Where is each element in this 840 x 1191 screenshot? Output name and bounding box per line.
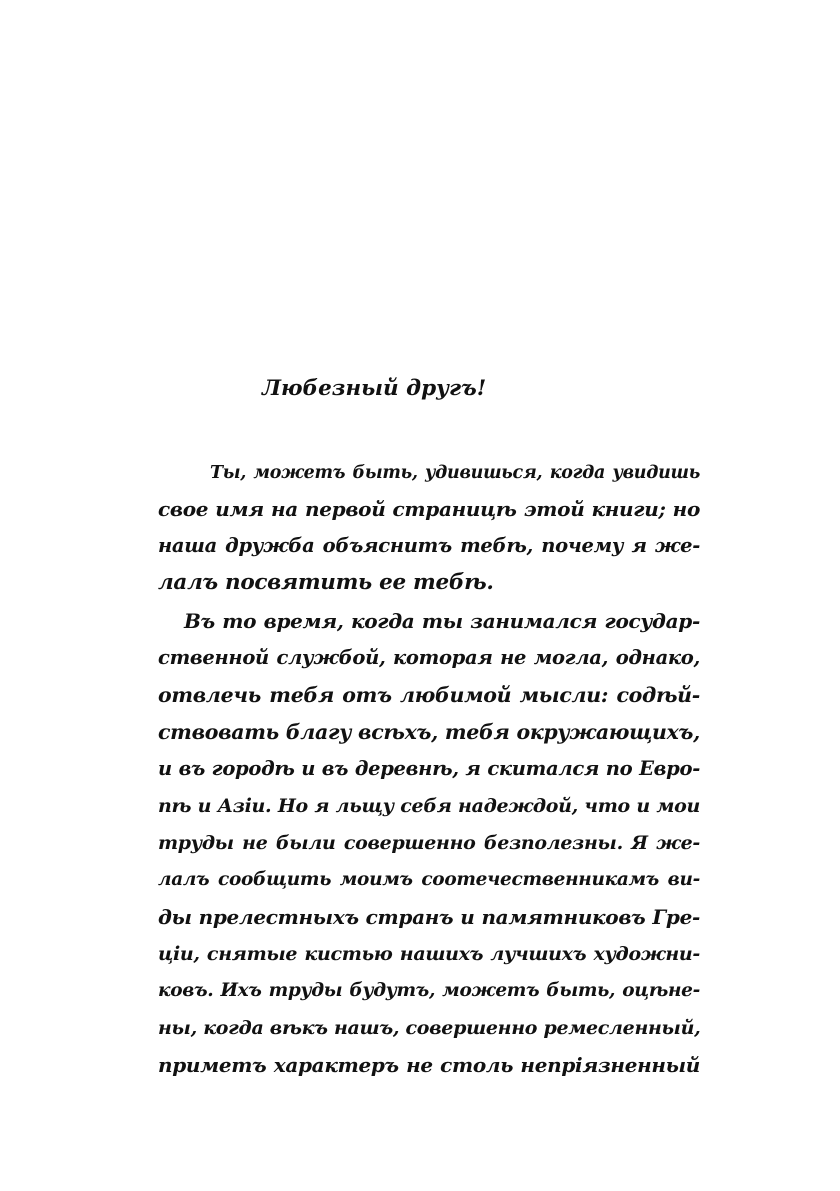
text-line: свое имя на первой страницѣ этой книги; но (158, 497, 700, 521)
text-line: Ты, можетъ быть, удивишься, когда увидишь (210, 463, 700, 483)
text-line: ковъ. Ихъ труды будутъ, можетъ быть, оцѣне- (158, 980, 700, 1001)
text-line: ствовать благу всѣхъ, тебя окружающихъ, (158, 720, 700, 744)
text-line: ны, когда вѣкъ нашъ, совершенно ремесленный, (158, 1017, 701, 1039)
text-line: лалъ сообщить моимъ соотечественникамъ ви- (158, 869, 700, 890)
text-line: отвлечь тебя отъ любимой мысли: содѣй- (158, 683, 700, 707)
text-line: ды прелестныхъ странъ и памятниковъ Гре- (158, 905, 700, 929)
text-line: ціи, снятые кистью нашихъ лучшихъ художни- (158, 943, 700, 965)
text-line: ственной службой, которая не могла, однако, (158, 646, 700, 669)
text-line: наша дружба объяснитъ тебѣ, почему я же- (158, 534, 700, 557)
text-line: труды не были совершенно безполезны. Я же- (158, 832, 700, 854)
text-line: лалъ посвятить ее тебѣ. (158, 570, 494, 595)
text-line: и въ городѣ и въ деревнѣ, я скитался по Евро- (158, 757, 700, 780)
text-line: пѣ и Азіи. Но я льщу себя надеждой, что и мои (158, 795, 700, 817)
text-line: приметъ характеръ не столь непріязненный (158, 1053, 700, 1077)
salutation: Любезный другъ! (262, 376, 487, 401)
text-line: Въ то время, когда ты занимался государ- (184, 609, 700, 633)
